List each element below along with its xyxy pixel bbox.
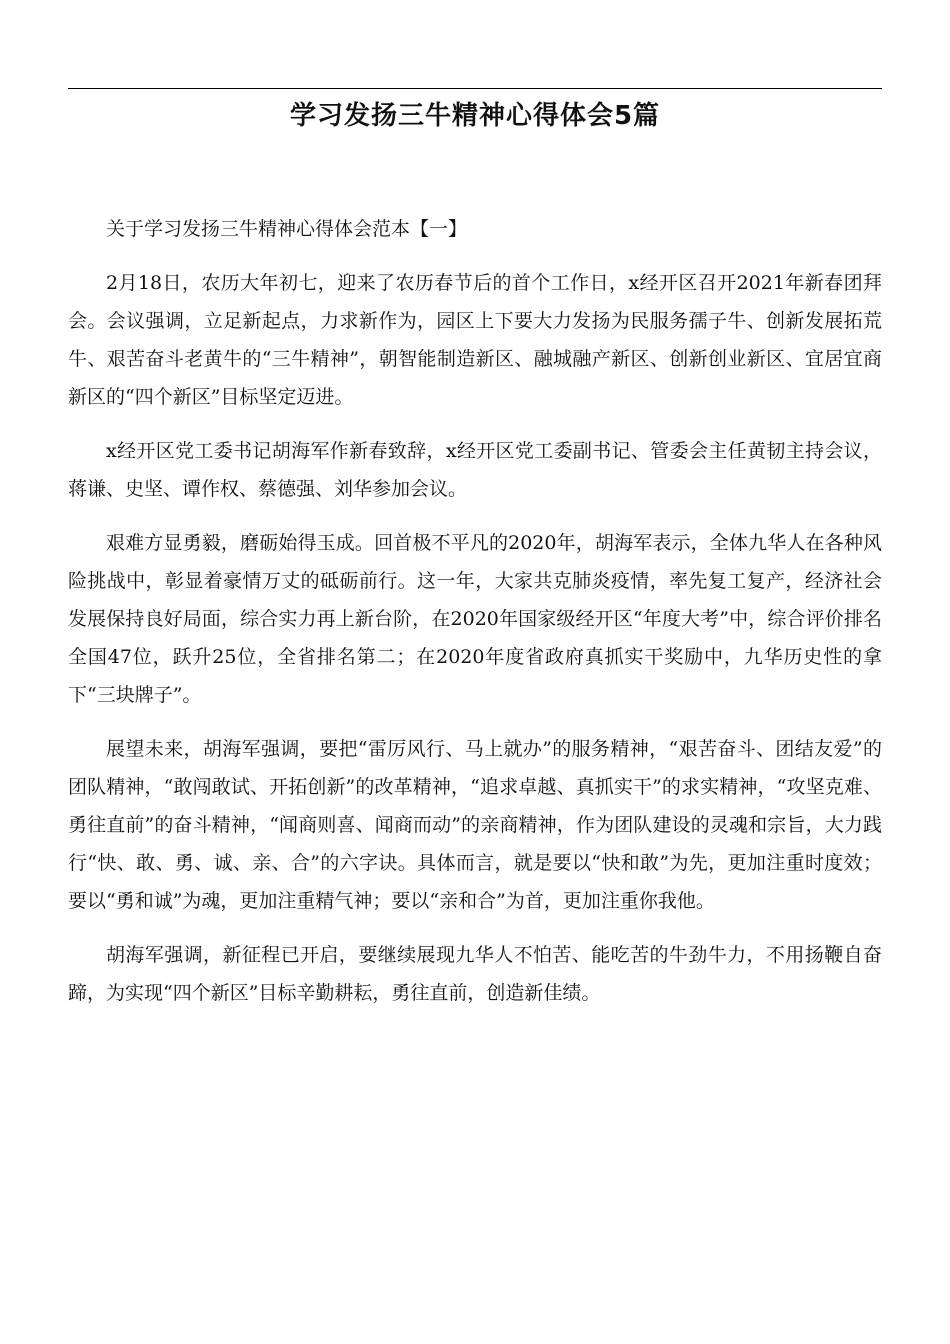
document-body — [68, 210, 882, 1028]
paragraph: 胡海军强调，新征程已开启，要继续展现九华人不怕苦、能吃苦的牛劲牛力，不用扬鞭自奋蹄，为实现“四个新区”目标辛勤耕耘，勇往直前，创造新佳绩。 — [68, 944, 882, 1004]
document-title: 学习发扬三牛精神心得体会5篇 — [289, 101, 661, 131]
paragraph: x经开区党工委书记胡海军作新春致辞，x经开区党工委副书记、管委会主任黄韧主持会议，蒋谦、史坚、谭作权、蔡德强、刘华参加会议。 — [68, 440, 882, 500]
paragraph: 艰难方显勇毅，磨砺始得玉成。回首极不平凡的2020年，胡海军表示，全体九华人在各种风险挑战中，彰显着豪情万丈的砥砺前行。这一年，大家共克肺炎疫情，率先复工复产，经济社会发展保持良好局面，综合实力再上新台阶，在2020年国家级经开区“年度大考”中，综合评价排名全国47位，跃升25位，全省排名第二；在2020年度省政府真抓实干奖励中，九华历史性的拿下“三块牌子”。 — [68, 532, 882, 706]
paragraph: 2月18日，农历大年初七，迎来了农历春节后的首个工作日，x经开区召开2021年新春团拜会。会议强调，立足新起点，力求新作为，园区上下要大力发扬为民服务孺子牛、创新发展拓荒牛、艰苦奋斗老黄牛的“三牛精神”，朝智能制造新区、融城融产新区、创新创业新区、宜居宜商新区的“四个新区”目标坚定迈进。 — [68, 272, 882, 408]
paragraph: 展望未来，胡海军强调，要把“雷厉风行、马上就办”的服务精神，“艰苦奋斗、团结友爱”的团队精神，“敢闯敢试、开拓创新”的改革精神，“追求卓越、真抓实干”的求实精神，“攻坚克难、勇往直前”的奋斗精神，“闻商则喜、闻商而动”的亲商精神，作为团队建设的灵魂和宗旨，大力践行“快、敢、勇、诚、亲、合”的六字诀。具体而言，就是要以“快和敢”为先，更加注重时度效；要以“勇和诚”为魂，更加注重精气神；要以“亲和合”为首，更加注重你我他。 — [68, 738, 882, 912]
header-rule — [68, 88, 882, 89]
section-heading: 关于学习发扬三牛精神心得体会范本【一】 — [106, 218, 468, 240]
